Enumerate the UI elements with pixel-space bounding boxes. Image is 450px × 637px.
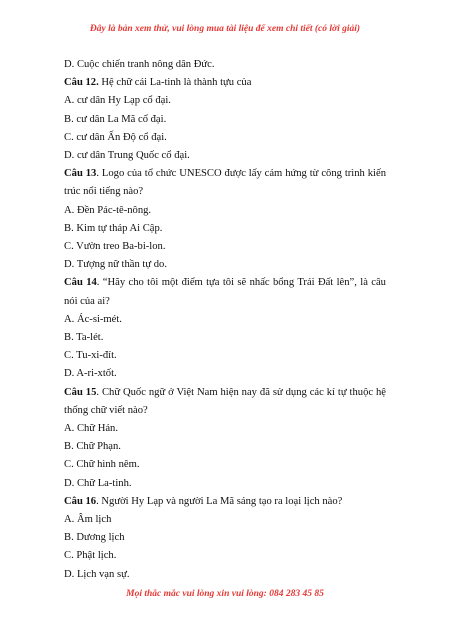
question-14 <box>64 274 386 310</box>
question-16-label: Câu 16 <box>64 495 97 507</box>
question-15 <box>64 384 386 420</box>
option-d-previous: D. Cuộc chiến tranh nông dân Đức. <box>64 59 215 70</box>
question-15-label: Câu 15 <box>64 386 97 398</box>
contact-footer-banner: Mọi thắc mắc vui lòng xin vui lòng: 084 283 45 85 <box>126 589 324 599</box>
q15-option-a: A. Chữ Hán. <box>64 423 118 435</box>
document-body <box>64 56 386 584</box>
q14-option-c: C. Tu-xi-đít. <box>64 350 117 362</box>
q15-option-c: C. Chữ hình nêm. <box>64 459 140 471</box>
question-16-text: . Người Hy Lạp và người La Mã sáng tạo ra loại lịch nào? <box>96 495 343 507</box>
question-13 <box>64 165 386 201</box>
question-13-text: . Logo của tổ chức UNESCO được lấy cảm hứng từ công trình kiến trúc nổi tiếng nào? <box>64 168 386 198</box>
question-12-text: Hệ chữ cái La-tinh là thành tựu của <box>98 77 252 89</box>
q12-option-a: A. cư dân Hy Lạp cổ đại. <box>64 95 171 107</box>
q15-option-b: B. Chữ Phạn. <box>64 441 121 453</box>
preview-notice-banner: Đây là bản xem thử, vui lòng mua tài liệu để xem chi tiết (có lời giải) <box>89 24 361 34</box>
q13-option-b: B. Kim tự tháp Ai Cập. <box>64 222 163 234</box>
q14-option-b: B. Ta-lét. <box>64 332 104 344</box>
q13-option-d: D. Tượng nữ thần tự do. <box>64 259 167 271</box>
q16-option-c: C. Phật lịch. <box>64 550 117 562</box>
q13-option-a: A. Đền Pác-tê-nông. <box>64 204 152 216</box>
q13-option-c: C. Vườn treo Ba-bi-lon. <box>64 241 166 253</box>
question-16 <box>64 493 386 511</box>
question-15-text: . Chữ Quốc ngữ ở Việt Nam hiện nay đã sử dụng các kí tự thuộc hệ thống chữ viết nào? <box>64 386 386 416</box>
q16-option-d: D. Lịch vạn sự. <box>64 568 130 580</box>
q12-option-d: D. cư dân Trung Quốc cổ đại. <box>64 150 190 162</box>
q15-option-d: D. Chữ La-tinh. <box>64 477 132 489</box>
q12-option-b: B. cư dân La Mã cổ đại. <box>64 113 167 125</box>
question-12-label: Câu 12. <box>64 77 99 89</box>
q16-option-b: B. Dương lịch <box>64 532 125 544</box>
q14-option-d: D. A-ri-xtốt. <box>64 368 117 380</box>
q12-option-c: C. cư dân Ấn Độ cổ đại. <box>64 131 167 143</box>
q16-option-a: A. Âm lịch <box>64 514 112 526</box>
question-14-label: Câu 14 <box>64 277 97 289</box>
question-13-label: Câu 13 <box>64 168 97 180</box>
question-12 <box>64 74 386 92</box>
question-14-text: . “Hãy cho tôi một điểm tựa tôi sẽ nhấc bổng Trái Đất lên”, là câu nói của ai? <box>64 277 386 307</box>
q14-option-a: A. Ác-si-mét. <box>64 313 122 325</box>
